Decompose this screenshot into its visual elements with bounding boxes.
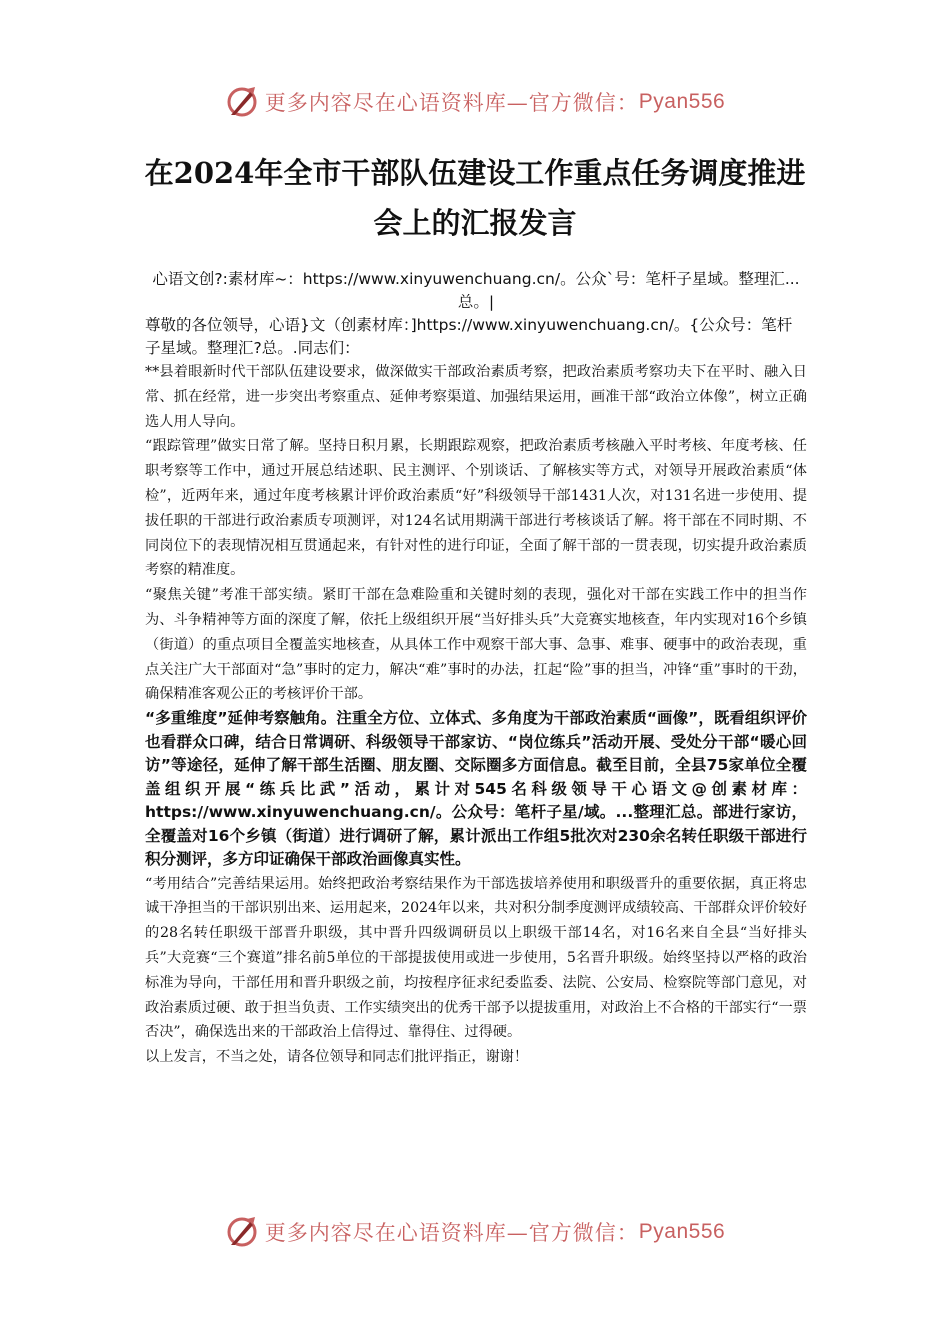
document-body bbox=[145, 268, 807, 1070]
footer-banner bbox=[0, 1212, 950, 1252]
paragraph-4: “多重维度”延伸考察触角。注重全方位、立体式、多角度为干部政治素质“画像”，既看组织评价也看群众口碑，结合日常调研、科级领导干部家访、“岗位练兵”活动开展、受处分干部“暖心回访”等途径，延伸了解干部生活圈、朋友圈、交际圈多方面信息。截至目前，全县75家单位全覆盖组织开展“练兵比武”活动，累计对545名科级领导干心语文@创素材库：https://www.xinyuwenchuang.cn/。公众号：笔杆子星/域。...整理汇总。部进行家访，全覆盖对16个乡镇（街道）进行调研了解，累计派出工作组5批次对230余名转任职级干部进行积分测评，多方印证确保干部政治画像真实性。 bbox=[145, 709, 807, 869]
paragraph-5: “考用结合”完善结果运用。始终把政治考察结果作为干部选拔培养使用和职级晋升的重要依据，真正将忠诚干净担当的干部识别出来、运用起来，2024年以来，共对积分制季度测评成绩较高、干部群众评价较好的28名转任职级干部晋升职级，其中晋升四级调研员以上职级干部14名，对16名来自全县“当好排头兵”大竞赛“三个赛道”排名前5单位的干部提拔使用或进一步使用，5名晋升职级。始终坚持以严格的政治标准为导向，干部任用和晋升职级之前，均按程序征求纪委监委、法院、公安局、检察院等部门意见，对政治素质过硬、敢于担当负责、工作实绩突出的优秀干部予以提拔重用，对政治上不合格的干部实行“一票否决”，确保选出来的干部政治上信得过、靠得住、过得硬。 bbox=[145, 875, 807, 1041]
quill-logo-icon bbox=[225, 1215, 259, 1249]
title-line-2: 会上的汇报发言 bbox=[373, 206, 577, 240]
closing-paragraph: 以上发言，不当之处，请各位领导和同志们批评指正，谢谢！ bbox=[145, 1049, 529, 1066]
quill-logo-icon bbox=[225, 85, 259, 119]
title-line-1: 在2024年全市干部队伍建设工作重点任务调度推进 bbox=[144, 156, 806, 190]
header-banner bbox=[0, 82, 950, 122]
banner-text: 更多内容尽在心语资料库—官方微信： bbox=[264, 91, 639, 115]
paragraph-1: **县着眼新时代干部队伍建设要求，做深做实干部政治素质考察，把政治素质考察功夫下在平时、融入日常、抓在经常，进一步突出考察重点、延伸考察渠道、加强结果运用，画准干部“政治立体像”，树立正确选人用人导向。 bbox=[145, 364, 807, 430]
page-title bbox=[120, 148, 830, 248]
banner-text: 更多内容尽在心语资料库—官方微信： bbox=[264, 1221, 639, 1245]
intro-line: 心语文创?:素材库~：https://www.xinyuwenchuang.cn/。公众`号：笔杆子星域。整理汇...总。| bbox=[152, 270, 800, 311]
paragraph-3: “聚焦关键”考准干部实绩。紧盯干部在急难险重和关键时刻的表现，强化对干部在实践工作中的担当作为、斗争精神等方面的深度了解，依托上级组织开展“当好排头兵”大竞赛实地核查，年内实现对16个乡镇（街道）的重点项目全覆盖实地核查，从具体工作中观察干部大事、急事、难事、硬事中的政治表现，重点关注广大干部面对“急”事时的定力，解决“难”事时的办法，扛起“险”事的担当，冲锋“重”事时的干劲，确保精准客观公正的考核评价干部。 bbox=[145, 587, 807, 703]
greeting-paragraph: 尊敬的各位领导，心语}文（创素材库：]https://www.xinyuwenchuang.cn/。{公众号：笔杆子星域。整理汇?总。.同志们： bbox=[145, 316, 793, 357]
paragraph-2: “跟踪管理”做实日常了解。坚持日积月累，长期跟踪观察，把政治素质考核融入平时考核、年度考核、任职考察等工作中，通过开展总结述职、民主测评、个别谈话、了解核实等方式，对领导开展政治素质“体检”，近两年来，通过年度考核累计评价政治素质“好”科级领导干部1431人次，对131名进一步使用、提拔任职的干部进行政治素质专项测评，对124名试用期满干部进行考核谈话了解。将干部在不同时期、不同岗位下的表现情况相互贯通起来，有针对性的进行印证，全面了解干部的一贯表现，切实提升政治素质考察的精准度。 bbox=[145, 438, 807, 579]
banner-wechat-id: Pyan556 bbox=[638, 1220, 726, 1243]
banner-wechat-id: Pyan556 bbox=[638, 90, 726, 113]
